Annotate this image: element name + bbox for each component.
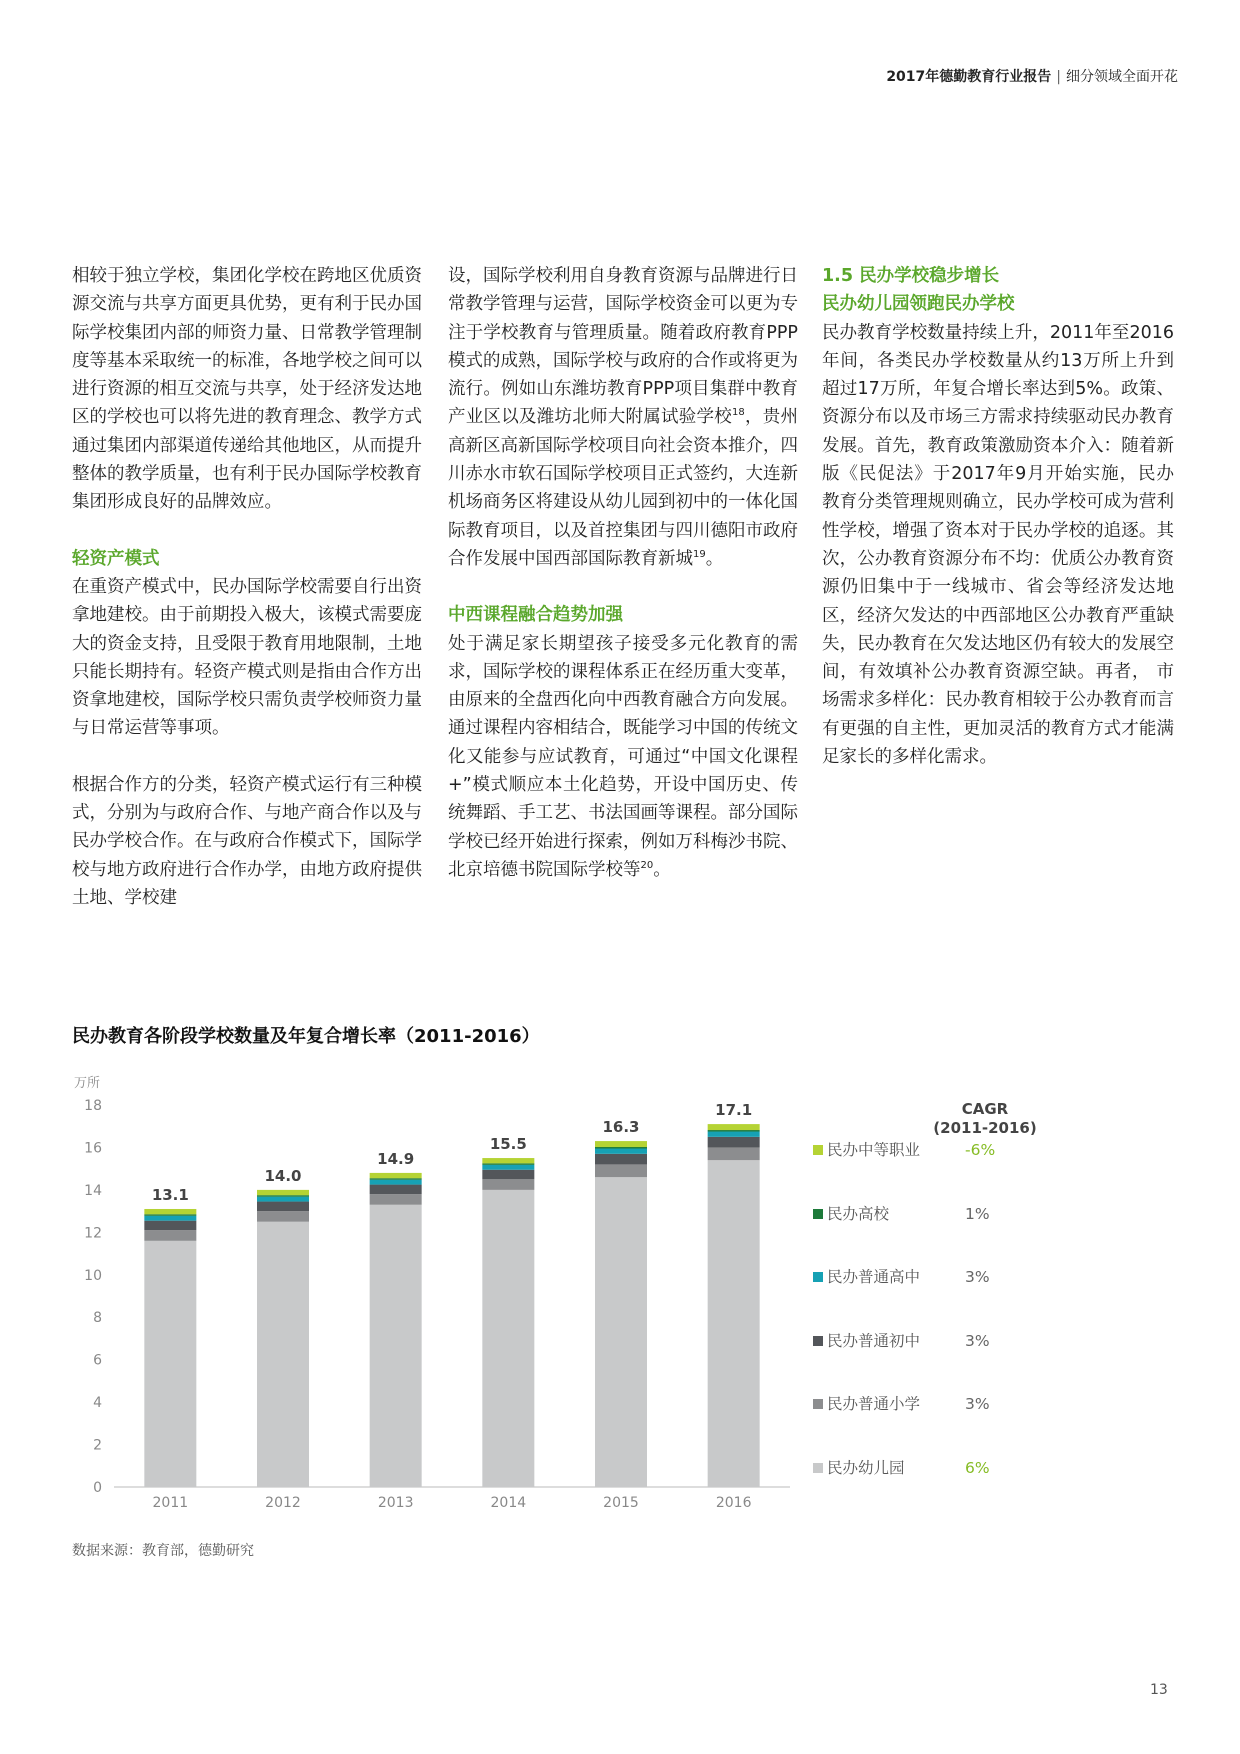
bar-segment-3 xyxy=(370,1180,422,1185)
bar-total-label: 15.5 xyxy=(489,1135,527,1154)
y-tick-label: 14 xyxy=(84,1182,102,1199)
bar-segment-5 xyxy=(257,1190,309,1195)
legend-swatch xyxy=(813,1399,823,1409)
legend-item xyxy=(813,1394,1073,1414)
legend-label: 民办普通高中 xyxy=(827,1268,921,1286)
bar-segment-4 xyxy=(144,1214,196,1215)
bar-total-label: 17.1 xyxy=(715,1101,753,1120)
bar-segment-0 xyxy=(144,1241,196,1487)
y-tick-label: 12 xyxy=(84,1225,102,1242)
footnote-ref: 18 xyxy=(732,407,745,419)
bar-total-label: 16.3 xyxy=(602,1118,640,1137)
bar-segment-4 xyxy=(257,1195,309,1196)
legend-swatch xyxy=(813,1272,823,1282)
x-tick-label: 2015 xyxy=(603,1495,639,1511)
chart-title: 民办教育各阶段学校数量及年复合增长率（2011-2016） xyxy=(72,1026,540,1047)
paragraph-light-asset: 在重资产模式中，民办国际学校需要自行出资拿地建校。由于前期投入极大，该模式需要庞大的资金支持，且受限于教育用地限制，土地只能长期持有。轻资产模式则是指由合作方出资拿地建校，国际学校只需负责学校师资力量与日常运营等事项。 xyxy=(72,576,422,739)
paragraph-curriculum: 处于满足家长期望孩子接受多元化教育的需求，国际学校的课程体系正在经历重大变革，由原来的全盘西化向中西教育融合方向发展。通过课程内容相结合，既能学习中国的传统文化又能参与应试教育，可通过“中国文化课程+”模式顺应本土化趋势，开设中国历史、传统舞蹈、手工艺、书法国画等课程。部分国际学校已经开始进行探索，例如万科梅沙书院、北京培德书院国际学校等$^{20}$。 xyxy=(448,633,798,880)
legend-cagr-value: 3% xyxy=(965,1268,990,1286)
stacked-bar-chart xyxy=(60,1080,820,1530)
x-tick-label: 2012 xyxy=(265,1495,301,1511)
bar-segment-4 xyxy=(482,1163,534,1164)
legend-cagr-value: 6% xyxy=(965,1458,990,1477)
bar-segment-2 xyxy=(595,1154,647,1165)
bar-segment-4 xyxy=(370,1178,422,1179)
paragraph-private-schools: 民办教育学校数量持续上升，2011年至2016年间，各类民办学校数量从约13万所上升到超过17万所，年复合增长率达到5%。政策、资源分布以及市场三方需求持续驱动民办教育发展。首先，教育政策激励资本介入：随着新版《民促法》于2017年9月开始实施，民办教育分类管理规则确立，民办学校可成为营利性学校，增强了资本对于民办学校的追逐。其次，公办教育资源分布不均：优质公办教育资源仍旧集中于一线城市、省会等经济发达地区，经济欠发达的中西部地区公办教育严重缺失，民办教育在欠发达地区仍有较大的发展空间，有效填补公办教育资源空缺。再者， 市场需求多样化：民办教育相较于公办教育而言有更强的自主性，更加灵活的教育方式才能满足家长的多样化需求。 xyxy=(822,322,1174,768)
heading-light-asset: 轻资产模式 xyxy=(72,548,160,569)
bar-segment-3 xyxy=(144,1216,196,1221)
bar-segment-1 xyxy=(257,1211,309,1222)
header-separator: | xyxy=(1056,69,1061,85)
y-tick-label: 0 xyxy=(93,1480,102,1496)
text-column-2 xyxy=(448,262,798,884)
heading-curriculum: 中西课程融合趋势加强 xyxy=(448,605,623,626)
legend-cagr-value: 3% xyxy=(965,1331,990,1350)
text-column-1 xyxy=(72,262,422,912)
bar-segment-2 xyxy=(482,1170,534,1180)
bar-segment-1 xyxy=(708,1147,760,1160)
bar-segment-4 xyxy=(595,1147,647,1148)
legend-cagr-value: -6% xyxy=(965,1141,996,1159)
y-tick-label: 18 xyxy=(84,1098,102,1114)
bar-segment-5 xyxy=(708,1124,760,1130)
x-tick-label: 2014 xyxy=(490,1495,527,1511)
paragraph-group-schools: 相较于独立学校，集团化学校在跨地区优质资源交流与共享方面更具优势，更有利于民办国际学校集团内部的师资力量、日常教学管理制度等基本采取统一的标准，各地学校之间可以进行资源的相互交流与共享，处于经济发达地区的学校也可以将先进的教育理念、教学方式通过集团内部渠道传递给其他地区，从而提升整体的教学质量，也有利于民办国际学校教育集团形成良好的品牌效应。 xyxy=(72,266,422,513)
x-tick-label: 2016 xyxy=(715,1495,752,1511)
bar-segment-3 xyxy=(257,1197,309,1202)
bar-segment-2 xyxy=(257,1202,309,1212)
x-tick-label: 2011 xyxy=(152,1495,189,1511)
bar-total-label: 14.9 xyxy=(377,1149,415,1168)
legend-item xyxy=(813,1140,1073,1160)
bar-segment-4 xyxy=(708,1130,760,1131)
section-heading: 1.5 民办学校稳步增长 xyxy=(822,266,1000,286)
bar-segment-5 xyxy=(482,1158,534,1163)
footnote-ref: 20 xyxy=(640,860,654,872)
bar-segment-0 xyxy=(482,1190,534,1487)
legend-title-cagr: CAGR xyxy=(961,1100,1009,1118)
bar-segment-1 xyxy=(370,1194,422,1205)
y-tick-label: 6 xyxy=(93,1352,102,1369)
legend-label: 民办普通小学 xyxy=(827,1395,921,1413)
legend-item xyxy=(813,1267,1073,1287)
bar-total-label: 13.1 xyxy=(151,1185,189,1204)
legend-swatch xyxy=(813,1336,823,1346)
paragraph-cooperation-modes: 根据合作方的分类，轻资产模式运行有三种模式，分别为与政府合作、与地产商合作以及与民办学校合作。在与政府合作模式下，国际学校与地方政府进行合作办学，由地方政府提供土地、学校建 xyxy=(72,774,422,908)
bar-segment-3 xyxy=(482,1165,534,1170)
bar-segment-2 xyxy=(708,1137,760,1148)
bar-segment-0 xyxy=(257,1222,309,1487)
bar-segment-5 xyxy=(144,1209,196,1214)
legend-swatch xyxy=(813,1209,823,1219)
bar-segment-3 xyxy=(595,1149,647,1154)
bar-segment-2 xyxy=(144,1221,196,1231)
legend-label: 民办普通初中 xyxy=(827,1331,921,1350)
y-axis-unit: 万所 xyxy=(74,1076,101,1091)
page-header xyxy=(886,66,1178,86)
paragraph-ppp: 设，国际学校利用自身教育资源与品牌进行日常教学管理与运营，国际学校资金可以更为专注于学校教育与管理质量。随着政府教育PPP模式的成熟，国际学校与政府的合作或将更为流行。例如山东潍坊教育PPP项目集群中教育产业区以及潍坊北师大附属试验学校$^{18}$，贵州高新区高新国际学校项目向社会资本推介，四川赤水市软石国际学校项目正式签约，大连新机场商务区将建设从幼儿园到初中的一体化国际教育项目，以及首控集团与四川德阳市政府合作发展中国西部国际教育新城$^{19}$。 xyxy=(448,266,799,569)
legend-label: 民办幼儿园 xyxy=(827,1458,905,1477)
legend-cagr-value: 1% xyxy=(965,1204,990,1223)
bar-segment-2 xyxy=(370,1185,422,1195)
bar-segment-0 xyxy=(370,1205,422,1487)
report-title: 2017年德勤教育行业报告 xyxy=(886,69,1052,85)
data-source: 数据来源：教育部，德勤研究 xyxy=(72,1543,254,1559)
text-column-3 xyxy=(822,262,1174,771)
bar-segment-1 xyxy=(144,1230,196,1241)
bar-segment-0 xyxy=(708,1160,760,1487)
bar-segment-3 xyxy=(708,1132,760,1137)
y-tick-label: 16 xyxy=(84,1140,102,1157)
footnote-ref: 19 xyxy=(693,549,706,561)
legend-item xyxy=(813,1458,1073,1478)
y-tick-label: 8 xyxy=(93,1310,102,1327)
bar-segment-5 xyxy=(595,1141,647,1147)
section-title: 细分领域全面开花 xyxy=(1066,69,1178,85)
y-tick-label: 2 xyxy=(93,1437,102,1454)
legend-cagr-value: 3% xyxy=(965,1395,990,1413)
y-tick-label: 4 xyxy=(93,1395,102,1412)
legend-label: 民办中等职业 xyxy=(827,1141,921,1159)
page-number: 13 xyxy=(1150,1682,1168,1698)
subsection-heading: 民办幼儿园领跑民办学校 xyxy=(822,294,1015,315)
legend-item xyxy=(813,1204,1073,1224)
legend-swatch xyxy=(813,1145,823,1155)
legend-header xyxy=(910,1100,1060,1138)
bar-segment-1 xyxy=(482,1179,534,1190)
legend-label: 民办高校 xyxy=(827,1204,890,1223)
x-tick-label: 2013 xyxy=(377,1495,414,1511)
bar-segment-1 xyxy=(595,1164,647,1177)
bar-segment-0 xyxy=(595,1177,647,1487)
legend-title-period: (2011-2016) xyxy=(933,1119,1037,1137)
legend-swatch xyxy=(813,1463,823,1473)
bar-segment-5 xyxy=(370,1173,422,1178)
bar-total-label: 14.0 xyxy=(264,1166,302,1185)
legend-item xyxy=(813,1331,1073,1351)
y-tick-label: 10 xyxy=(84,1267,102,1284)
